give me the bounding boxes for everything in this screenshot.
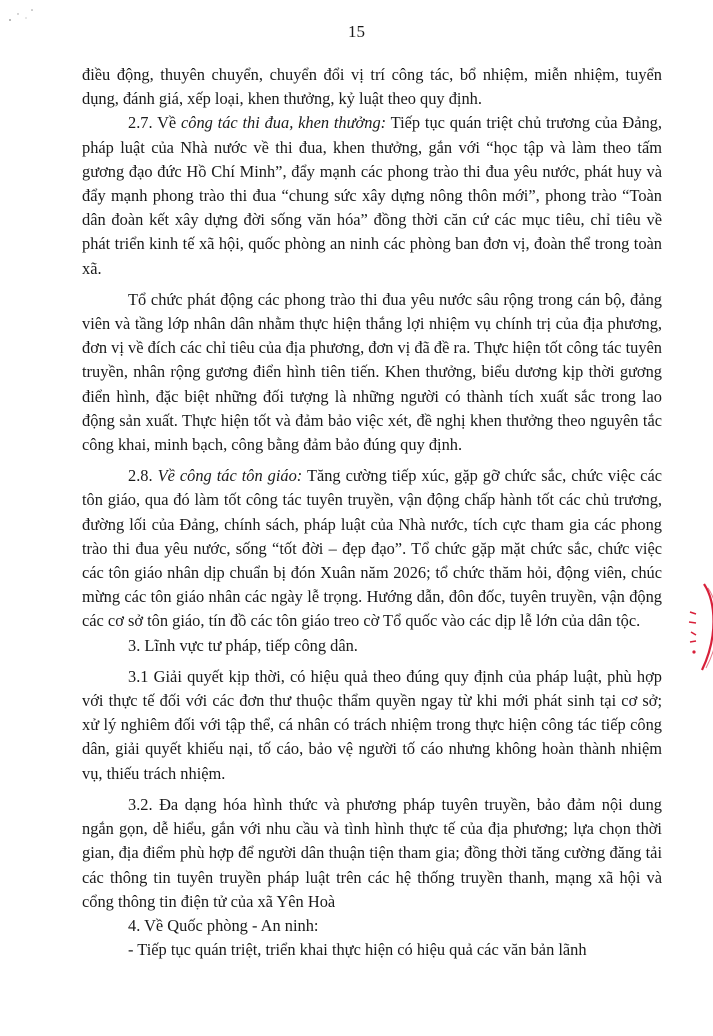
section-number-2-8: 2.8.	[128, 466, 158, 486]
heading-defense: 4. Về Quốc phòng - An ninh:	[128, 915, 319, 935]
heading-justice: 3. Lĩnh vực tư pháp, tiếp công dân.	[128, 635, 358, 655]
section-heading-religion: Về công tác tôn giáo:	[157, 466, 303, 486]
paragraph-complaints: 3.1 Giải quyết kịp thời, có hiệu quả theo đúng quy định của pháp luật, phù hợp với thực tế đối với các đơn thư thuộc thẩm quyền ngay từ khi mới phát sinh tại cơ sở; xử lý nghiêm đối với tập thể, cá nhân có trách nhiệm trong thực hiện công tác tiếp công dân, giải quyết khiếu nại, tố cáo, bảo vệ người tố cáo nhưng không hoàn thành nhiệm vụ, thiếu trách nhiệm.	[82, 666, 662, 783]
section-heading-emulation: công tác thi đua, khen thưởng:	[181, 113, 387, 133]
document-body	[82, 63, 662, 962]
paragraph-campaigns: Tổ chức phát động các phong trào thi đua yêu nước sâu rộng trong cán bộ, đảng viên và tầng lớp nhân dân nhằm thực hiện thắng lợi nhiệm vụ chính trị của địa phương, đơn vị về đích các chỉ tiêu của địa phương, đơn vị đã đề ra. Thực hiện tốt công tác tuyên truyền, nhân rộng gương điển hình tiên tiến. Khen thưởng, biểu dương kịp thời gương điển hình, đặc biệt những đối tượng là những người có thành tích xuất sắc trong lao động sản xuất. Thực hiện tốt và đảm bảo việc xét, đề nghị khen thưởng theo nguyên tắc công khai, minh bạch, công bằng đảm bảo đúng quy định.	[82, 289, 662, 455]
paragraph-defense: - Tiếp tục quán triệt, triển khai thực hiện có hiệu quả các văn bản lãnh	[128, 940, 587, 960]
section-text-emulation: Tiếp tục quán triệt chủ trương của Đảng, pháp luật của Nhà nước về thi đua, khen thưởng, gắn với “học tập và làm theo tấm gương đạo đức Hồ Chí Minh”, đẩy mạnh các phong trào thi đua yêu nước, phát huy và đẩy mạnh phong trào thi đua “chung sức xây dựng nông thôn mới”, phong trào “Toàn dân đoàn kết xây dựng đời sống văn hóa” đồng thời căn cứ các mục tiêu, chỉ tiêu về phát triển kinh tế xã hội, quốc phòng an ninh các phòng ban đơn vị, đoàn thể trong toàn xã.	[82, 113, 662, 278]
paragraph-religion	[82, 464, 662, 633]
section-text-religion: Tăng cường tiếp xúc, gặp gỡ chức sắc, chức việc các tôn giáo, qua đó làm tốt công tác tuyên truyền, vận động chấp hành tốt các chủ trương, đường lối của Đảng, chính sách, pháp luật của Nhà nước, tích cực tham gia các phong trào thi đua yêu nước, sống “tốt đời – đẹp đạo”. Tổ chức gặp mặt chức sắc, chức việc các tôn giáo nhân dịp chuẩn bị đón Xuân năm 2026; tổ chức thăm hỏi, động viên, chúc mừng các tôn giáo nhân các ngày lễ trọng. Hướng dẫn, đôn đốc, tuyên truyền, vận động các cơ sở tôn giáo, tín đồ các tôn giáo treo cờ Tổ quốc vào các dịp lễ lớn của dân tộc.	[82, 466, 662, 631]
paragraph-emulation	[82, 111, 662, 280]
scan-speck	[6, 4, 36, 24]
paragraph-staffing: điều động, thuyên chuyển, chuyển đổi vị trí công tác, bổ nhiệm, miễn nhiệm, tuyển dụng, đánh giá, xếp loại, khen thưởng, kỷ luật theo quy định.	[82, 65, 662, 109]
red-stamp-fragment	[686, 582, 713, 672]
paragraph-propaganda: 3.2. Đa dạng hóa hình thức và phương pháp tuyên truyền, bảo đảm nội dung ngắn gọn, dễ hiểu, gắn với nhu cầu và tình hình thực tế của địa phương; lựa chọn thời gian, địa điểm phù hợp để người dân thuận tiện tham gia; đồng thời tăng cường đăng tải các thông tin tuyên truyền pháp luật trên các hệ thống truyền thanh, mạng xã hội và cổng thông tin điện tử của xã Yên Hoà	[82, 794, 662, 911]
page-number: 15	[348, 22, 365, 41]
section-number-2-7: 2.7. Về	[128, 113, 182, 133]
